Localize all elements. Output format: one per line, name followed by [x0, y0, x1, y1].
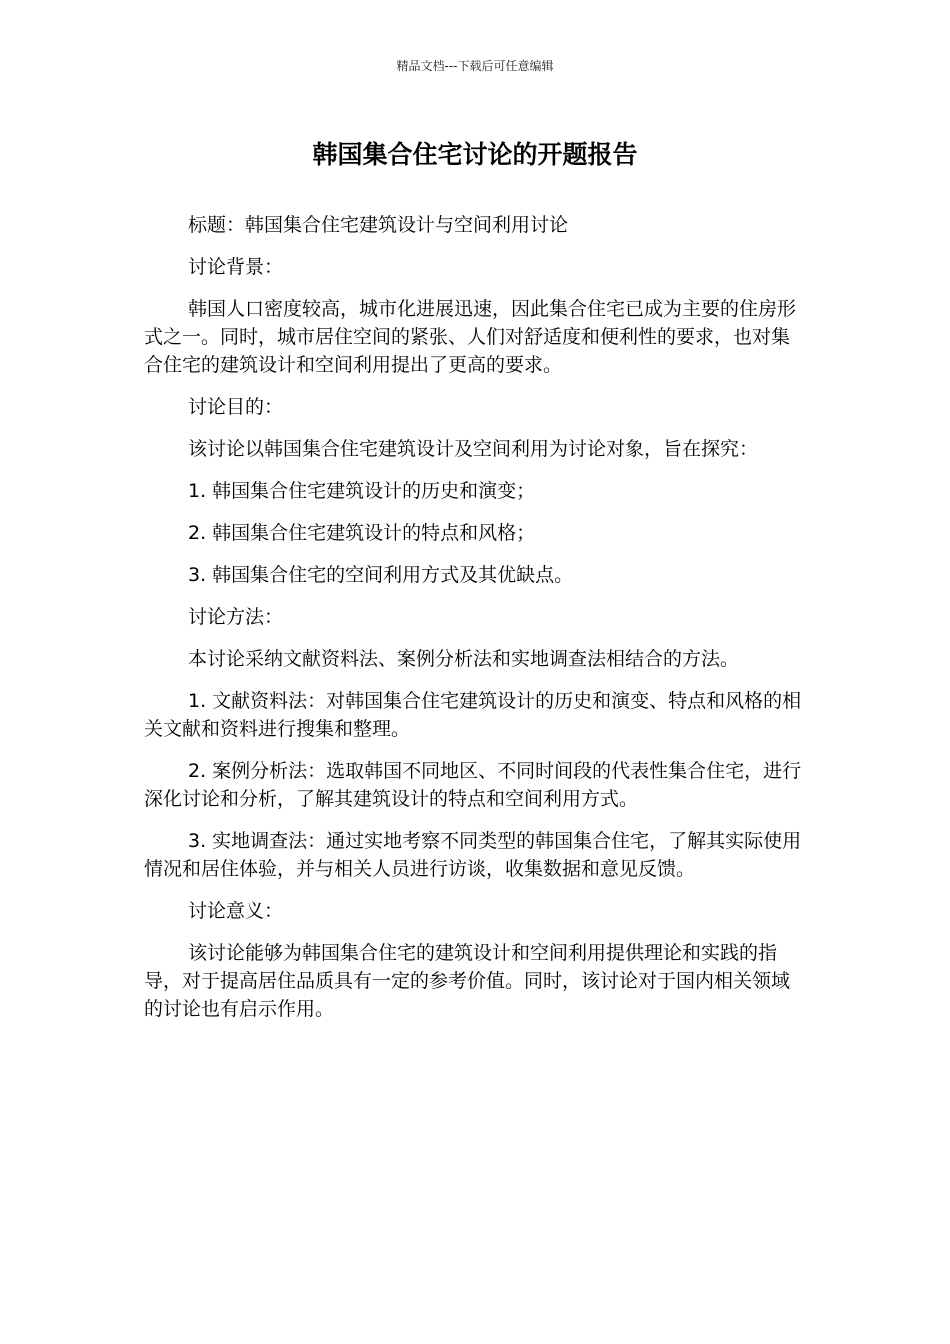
paragraph-purpose-intro: 该讨论以韩国集合住宅建筑设计及空间利用为讨论对象，旨在探究：	[188, 438, 759, 460]
paragraph-significance: 该讨论能够为韩国集合住宅的建筑设计和空间利用提供理论和实践的指导，对于提高居住品质具有一定的参考价值。同时，该讨论对于国内相关领域的讨论也有启示作用。	[144, 942, 791, 1020]
document-title: 韩国集合住宅讨论的开题报告	[312, 140, 638, 169]
heading-method: 讨论方法：	[188, 606, 284, 628]
page-header-note: 精品文档---下载后可任意编辑	[396, 59, 554, 73]
purpose-item-3: 3. 韩国集合住宅的空间利用方式及其优缺点。	[188, 564, 574, 586]
purpose-item-1: 1. 韩国集合住宅建筑设计的历史和演变；	[188, 480, 536, 502]
paragraph-method-intro: 本讨论采纳文献资料法、案例分析法和实地调查法相结合的方法。	[188, 648, 740, 670]
document-body	[144, 211, 808, 1037]
paragraph-background: 韩国人口密度较高，城市化进展迅速，因此集合住宅已成为主要的住房形式之一。同时，城市居住空间的紧张、人们对舒适度和便利性的要求，也对集合住宅的建筑设计和空间利用提出了更高的要求。	[144, 298, 797, 376]
paragraph-title-line: 标题：韩国集合住宅建筑设计与空间利用讨论	[188, 214, 569, 236]
method-item-3: 3. 实地调查法：通过实地考察不同类型的韩国集合住宅，了解其实际使用情况和居住体验，并与相关人员进行访谈，收集数据和意见反馈。	[144, 830, 802, 880]
heading-significance: 讨论意义：	[188, 900, 284, 922]
purpose-item-2: 2. 韩国集合住宅建筑设计的特点和风格；	[188, 522, 536, 544]
heading-purpose: 讨论目的：	[188, 396, 284, 418]
method-item-2: 2. 案例分析法：选取韩国不同地区、不同时间段的代表性集合住宅，进行深化讨论和分析，了解其建筑设计的特点和空间利用方式。	[144, 760, 802, 810]
method-item-1: 1. 文献资料法：对韩国集合住宅建筑设计的历史和演变、特点和风格的相关文献和资料进行搜集和整理。	[144, 690, 802, 740]
heading-background: 讨论背景：	[188, 256, 284, 278]
